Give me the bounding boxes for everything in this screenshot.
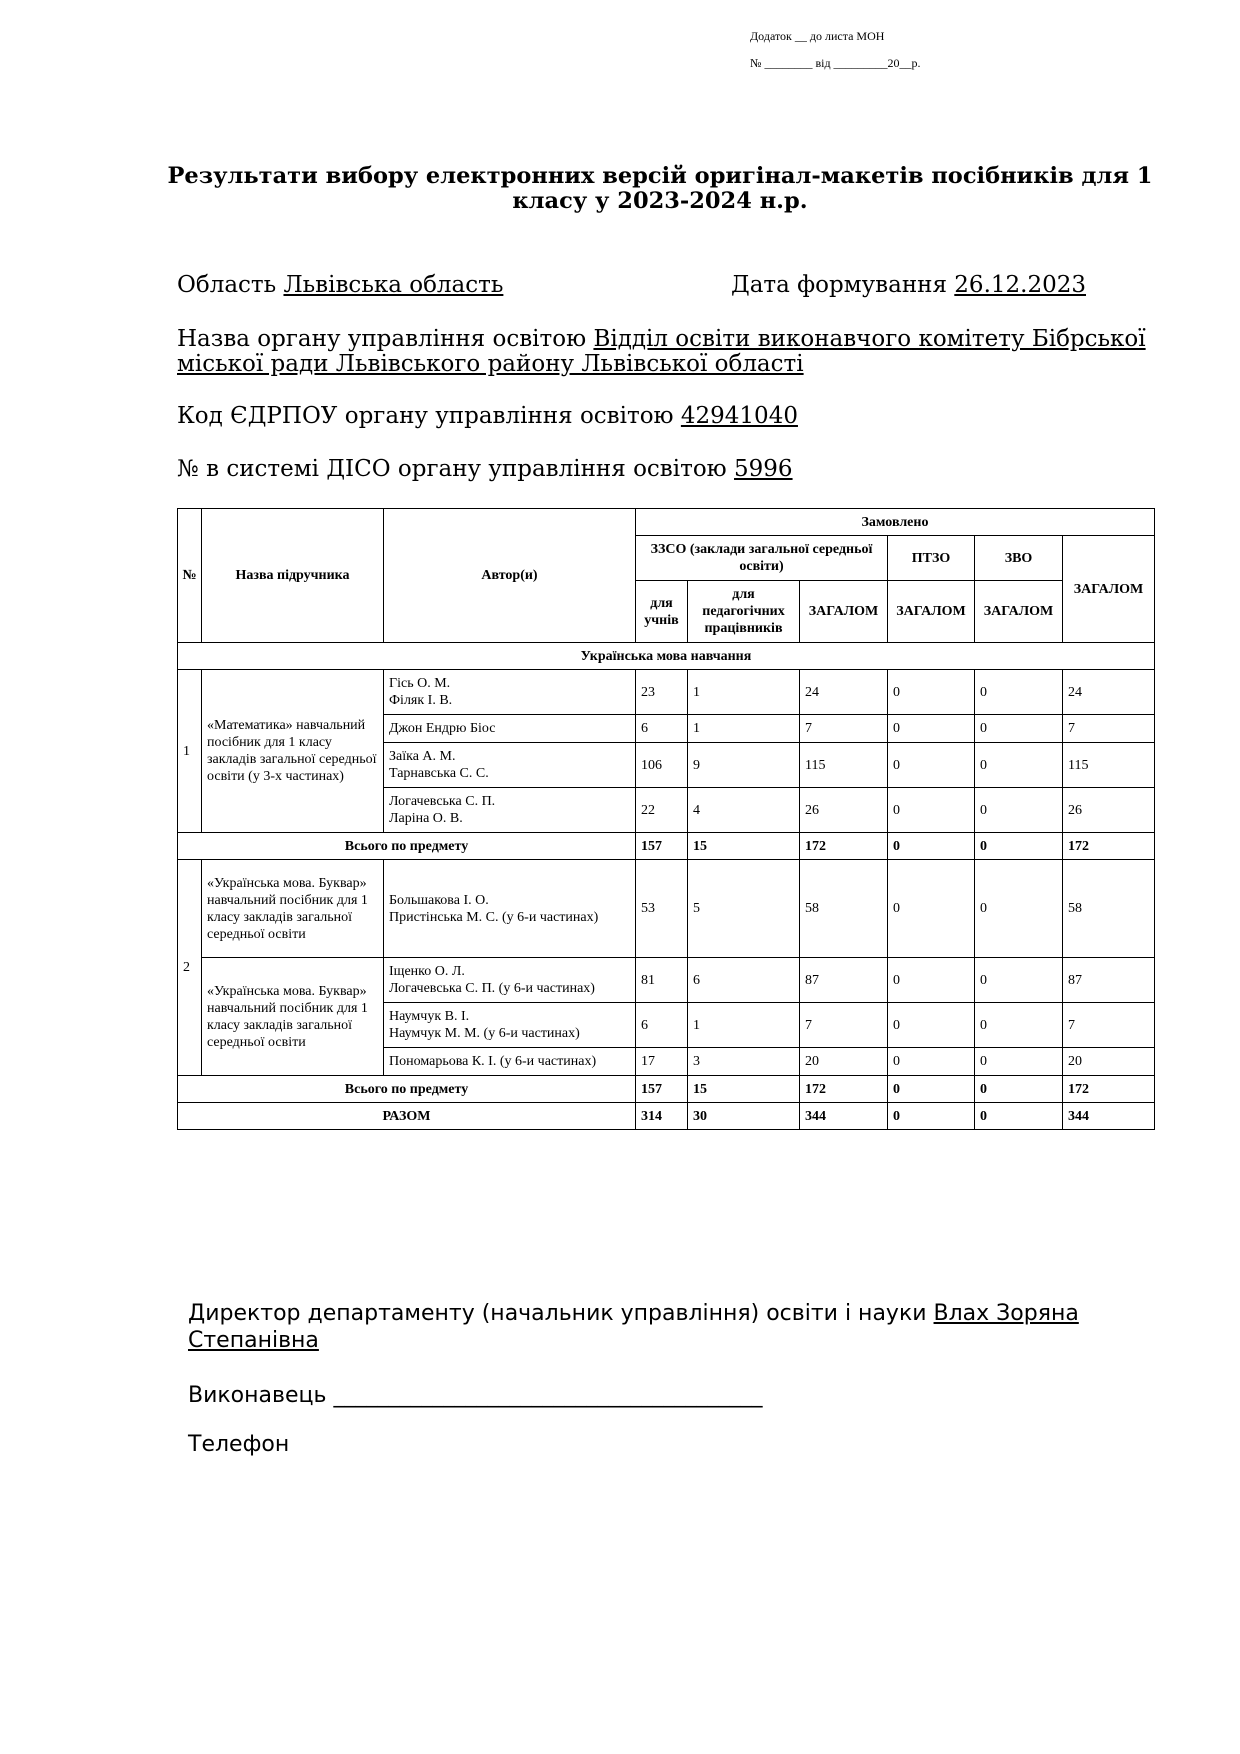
header-students: для учнів bbox=[636, 581, 688, 643]
authors-cell: Заїка А. М. Тарнавська С. С. bbox=[384, 743, 636, 788]
students-cell: 53 bbox=[636, 860, 688, 958]
students-cell: 157 bbox=[636, 833, 688, 860]
total-cell: 26 bbox=[1063, 788, 1155, 833]
ptzo-cell: 0 bbox=[888, 958, 975, 1003]
total-cell: 115 bbox=[1063, 743, 1155, 788]
authors-cell: Большакова І. О. Пристінська М. С. (у 6-и частинах) bbox=[384, 860, 636, 958]
zvo-cell: 0 bbox=[975, 833, 1063, 860]
zvo-cell: 0 bbox=[975, 1103, 1063, 1130]
diso-line bbox=[177, 457, 793, 482]
executor-blank: _______________________________________ bbox=[333, 1383, 763, 1408]
subtotal-row bbox=[178, 1076, 1155, 1103]
date-value: 26.12.2023 bbox=[954, 272, 1086, 298]
students-cell: 23 bbox=[636, 670, 688, 715]
students-cell: 6 bbox=[636, 1003, 688, 1048]
students-cell: 314 bbox=[636, 1103, 688, 1130]
zzso-total-cell: 7 bbox=[800, 1003, 888, 1048]
zzso-total-cell: 172 bbox=[800, 833, 888, 860]
zzso-total-cell: 344 bbox=[800, 1103, 888, 1130]
executor-line bbox=[188, 1382, 762, 1409]
header-zvo-total: ЗАГАЛОМ bbox=[975, 581, 1063, 643]
zzso-total-cell: 7 bbox=[800, 715, 888, 743]
header-ptzo: ПТЗО bbox=[888, 536, 975, 581]
teachers-cell: 1 bbox=[688, 1003, 800, 1048]
total-cell: 7 bbox=[1063, 715, 1155, 743]
appendix-note: Додаток __ до листа МОН bbox=[750, 29, 885, 43]
total-cell: 172 bbox=[1063, 1076, 1155, 1103]
students-cell: 106 bbox=[636, 743, 688, 788]
total-cell: 7 bbox=[1063, 1003, 1155, 1048]
zzso-total-cell: 115 bbox=[800, 743, 888, 788]
book2-title-b: «Українська мова. Буквар» навчальний посібник для 1 класу закладів загальної середньої освіти bbox=[202, 958, 384, 1076]
region-line bbox=[177, 273, 503, 298]
zzso-total-cell: 87 bbox=[800, 958, 888, 1003]
total-cell: 24 bbox=[1063, 670, 1155, 715]
teachers-cell: 30 bbox=[688, 1103, 800, 1130]
subtotal-label: Всього по предмету bbox=[178, 833, 636, 860]
zvo-cell: 0 bbox=[975, 715, 1063, 743]
org-value: Відділ освіти виконавчого комітету Бібрської міської ради Львівського району Львівської області bbox=[177, 326, 1146, 377]
zvo-cell: 0 bbox=[975, 788, 1063, 833]
zvo-cell: 0 bbox=[975, 1048, 1063, 1076]
table-row bbox=[178, 670, 1155, 715]
zzso-total-cell: 26 bbox=[800, 788, 888, 833]
students-cell: 22 bbox=[636, 788, 688, 833]
region-label: Область bbox=[177, 272, 277, 298]
total-cell: 87 bbox=[1063, 958, 1155, 1003]
authors-cell: Джон Ендрю Біос bbox=[384, 715, 636, 743]
edrpou-label: Код ЄДРПОУ органу управління освітою bbox=[177, 403, 674, 429]
header-ordered: Замовлено bbox=[636, 509, 1155, 536]
zvo-cell: 0 bbox=[975, 670, 1063, 715]
header-teachers: для педагогічних працівників bbox=[688, 581, 800, 643]
ptzo-cell: 0 bbox=[888, 1003, 975, 1048]
header-authors: Автор(и) bbox=[384, 509, 636, 643]
zzso-total-cell: 24 bbox=[800, 670, 888, 715]
ptzo-cell: 0 bbox=[888, 1076, 975, 1103]
subtotal-label: Всього по предмету bbox=[178, 1076, 636, 1103]
authors-cell: Гісь О. М. Філяк І. В. bbox=[384, 670, 636, 715]
grand-total-row bbox=[178, 1103, 1155, 1130]
teachers-cell: 1 bbox=[688, 670, 800, 715]
total-cell: 344 bbox=[1063, 1103, 1155, 1130]
director-line bbox=[188, 1300, 1088, 1354]
students-cell: 157 bbox=[636, 1076, 688, 1103]
director-label: Директор департаменту (начальник управління) освіти і науки bbox=[188, 1301, 927, 1326]
teachers-cell: 15 bbox=[688, 1076, 800, 1103]
authors-cell: Наумчук В. І. Наумчук М. М. (у 6-и частинах) bbox=[384, 1003, 636, 1048]
ptzo-cell: 0 bbox=[888, 788, 975, 833]
ptzo-cell: 0 bbox=[888, 1103, 975, 1130]
total-cell: 172 bbox=[1063, 833, 1155, 860]
zvo-cell: 0 bbox=[975, 1076, 1063, 1103]
students-cell: 81 bbox=[636, 958, 688, 1003]
ptzo-cell: 0 bbox=[888, 743, 975, 788]
teachers-cell: 3 bbox=[688, 1048, 800, 1076]
teachers-cell: 6 bbox=[688, 958, 800, 1003]
date-line bbox=[731, 273, 1086, 298]
edrpou-line bbox=[177, 404, 798, 429]
zzso-total-cell: 172 bbox=[800, 1076, 888, 1103]
book2-title-a: «Українська мова. Буквар» навчальний посібник для 1 класу закладів загальної середньої освіти bbox=[202, 860, 384, 958]
authors-cell: Логачевська С. П. Ларіна О. В. bbox=[384, 788, 636, 833]
diso-value: 5996 bbox=[734, 456, 793, 482]
zvo-cell: 0 bbox=[975, 743, 1063, 788]
authors-cell: Пономарьова К. І. (у 6-и частинах) bbox=[384, 1048, 636, 1076]
date-label: Дата формування bbox=[731, 272, 947, 298]
header-zzso-total: ЗАГАЛОМ bbox=[800, 581, 888, 643]
zzso-total-cell: 20 bbox=[800, 1048, 888, 1076]
ptzo-cell: 0 bbox=[888, 860, 975, 958]
ptzo-cell: 0 bbox=[888, 715, 975, 743]
phone-label: Телефон bbox=[188, 1432, 290, 1457]
teachers-cell: 4 bbox=[688, 788, 800, 833]
total-cell: 20 bbox=[1063, 1048, 1155, 1076]
teachers-cell: 15 bbox=[688, 833, 800, 860]
executor-label: Виконавець bbox=[188, 1383, 327, 1408]
ptzo-cell: 0 bbox=[888, 670, 975, 715]
org-label: Назва органу управління освітою bbox=[177, 326, 587, 352]
results-table bbox=[177, 508, 1155, 1130]
zvo-cell: 0 bbox=[975, 1003, 1063, 1048]
letter-number-note: № ________ від _________20__р. bbox=[750, 56, 921, 70]
header-book-name: Назва підручника bbox=[202, 509, 384, 643]
edrpou-value: 42941040 bbox=[680, 403, 798, 429]
zvo-cell: 0 bbox=[975, 958, 1063, 1003]
header-ptzo-total: ЗАГАЛОМ bbox=[888, 581, 975, 643]
header-zvo: ЗВО bbox=[975, 536, 1063, 581]
book1-num: 1 bbox=[178, 670, 202, 833]
ptzo-cell: 0 bbox=[888, 1048, 975, 1076]
region-value: Львівська область bbox=[283, 272, 504, 298]
page-title: Результати вибору електронних версій оригінал-макетів посібників для 1 класу у 2023-2024 н.р. bbox=[167, 163, 1153, 214]
subtotal-row bbox=[178, 833, 1155, 860]
org-line bbox=[177, 327, 1147, 377]
header-grand-total: ЗАГАЛОМ bbox=[1063, 536, 1155, 643]
teachers-cell: 1 bbox=[688, 715, 800, 743]
students-cell: 6 bbox=[636, 715, 688, 743]
students-cell: 17 bbox=[636, 1048, 688, 1076]
book2-num: 2 bbox=[178, 860, 202, 1076]
zzso-total-cell: 58 bbox=[800, 860, 888, 958]
table-row bbox=[178, 860, 1155, 958]
total-cell: 58 bbox=[1063, 860, 1155, 958]
authors-cell: Іщенко О. Л. Логачевська С. П. (у 6-и частинах) bbox=[384, 958, 636, 1003]
header-zzso: ЗЗСО (заклади загальної середньої освіти) bbox=[636, 536, 888, 581]
diso-label: № в системі ДІСО органу управління освітою bbox=[177, 456, 727, 482]
table-row bbox=[178, 958, 1155, 1003]
teachers-cell: 9 bbox=[688, 743, 800, 788]
teachers-cell: 5 bbox=[688, 860, 800, 958]
director-name: Влах Зоряна Степанівна bbox=[188, 1301, 1079, 1353]
header-num: № bbox=[178, 509, 202, 643]
ptzo-cell: 0 bbox=[888, 833, 975, 860]
grand-total-label: РАЗОМ bbox=[178, 1103, 636, 1130]
zvo-cell: 0 bbox=[975, 860, 1063, 958]
book1-title: «Математика» навчальний посібник для 1 класу закладів загальної середньої освіти (у 3-х частинах) bbox=[202, 670, 384, 833]
section-row: Українська мова навчання bbox=[178, 643, 1155, 670]
